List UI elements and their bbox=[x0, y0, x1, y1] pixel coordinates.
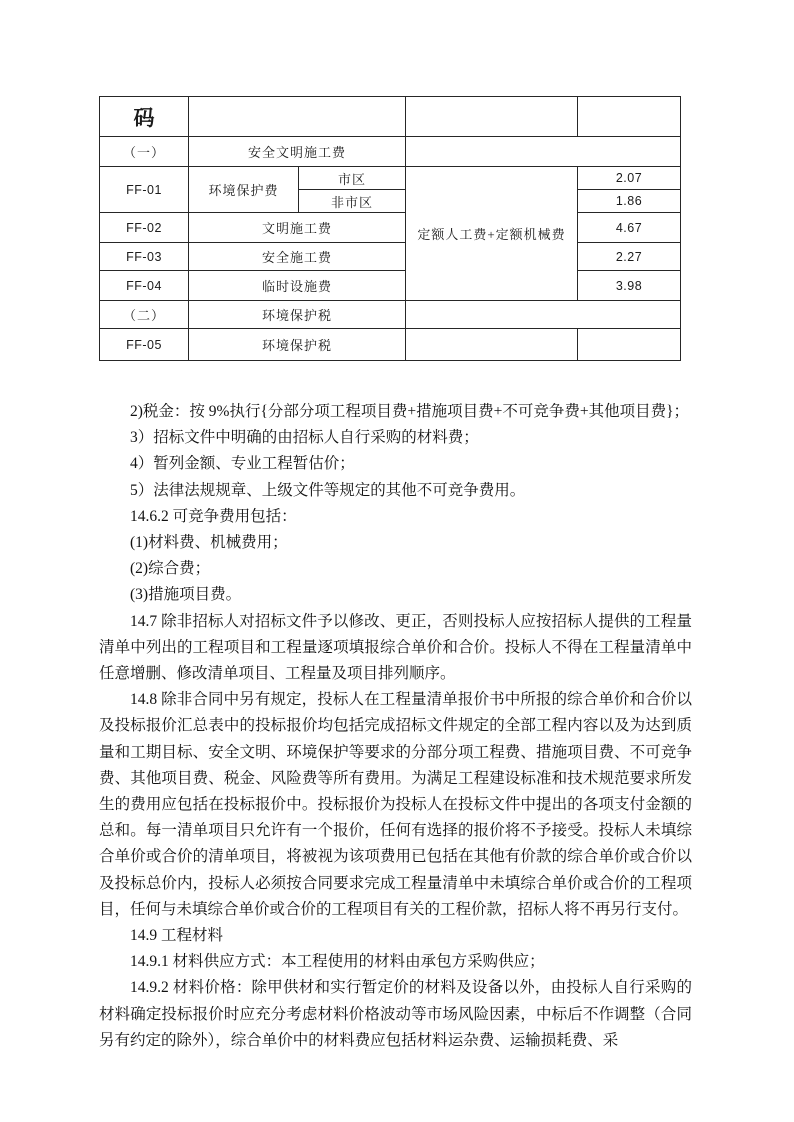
table-row-ff05 bbox=[100, 329, 681, 361]
fee-name-cell: 文明施工费 bbox=[189, 213, 406, 243]
paragraph-14-8: 14.8 除非合同中另有规定，投标人在工程量清单报价书中所报的综合单价和合价以及投标报价汇总表中的投标报价均包括完成招标文件规定的全部工程内容以及为达到质量和工期目标、安全文明、环境保护等要求的分部分项工程费、措施项目费、不可竞争费、其他项目费、税金、风险费等所有费用。为满足工程建设标准和技术规范要求所发生的费用应包括在投标报价中。投标报价为投标人在投标文件中提出的各项支付金额的总和。每一清单项目只允许有一个报价，任何有选择的报价将不予接受。投标人未填综合单价或合价的清单项目，将被视为该项费用已包括在其他有价款的综合单价或合价以及投标总价内，投标人必须按合同要求完成工程量清单中未填综合单价或合价的工程项目，任何与未填综合单价或合价的工程项目有关的工程价款，招标人将不再另行支付。 bbox=[99, 691, 692, 918]
paragraph-14-9-2: 14.9.2 材料价格：除甲供材和实行暂定价的材料及设备以外，由投标人自行采购的材料确定投标报价时应充分考虑材料价格波动等市场风险因素，中标后不作调整（合同另有约定的除外），综合单价中的材料费应包括材料运杂费、运输损耗费、采 bbox=[99, 979, 692, 1049]
section-code-cell: （二） bbox=[100, 301, 189, 329]
subcategory-cell-nonurban: 非市区 bbox=[299, 190, 406, 213]
rate-cell-ff03: 2.27 bbox=[578, 243, 681, 271]
table-row-section1 bbox=[100, 137, 681, 167]
code-cell-ff01: FF-01 bbox=[100, 167, 189, 213]
fee-name-cell: 环境保护税 bbox=[189, 301, 406, 329]
empty-cell bbox=[406, 329, 578, 361]
paragraph-item-4: 4）暂列金额、专业工程暂估价； bbox=[130, 455, 355, 473]
rate-cell-ff01-nonurban: 1.86 bbox=[578, 190, 681, 213]
paragraph-14-6-2: 14.6.2 可竞争费用包括： bbox=[130, 507, 297, 525]
fee-name-cell: 环境保护费 bbox=[189, 167, 299, 213]
table-row-ff04 bbox=[100, 271, 681, 301]
paragraph-item-1: (1)材料费、机械费用； bbox=[130, 534, 288, 552]
subcategory-cell-urban: 市区 bbox=[299, 167, 406, 190]
table-row-section2 bbox=[100, 301, 681, 329]
document-body bbox=[99, 399, 692, 1054]
paragraph-14-9-1: 14.9.1 材料供应方式：本工程使用的材料由承包方采购供应； bbox=[130, 953, 545, 971]
code-cell-ff03: FF-03 bbox=[100, 243, 189, 271]
paragraph-item-5: 5）法律法规规章、上级文件等规定的其他不可竞争费用。 bbox=[130, 481, 526, 499]
table-row-ff02 bbox=[100, 213, 681, 243]
table-row-ff03 bbox=[100, 243, 681, 271]
fee-name-cell: 安全施工费 bbox=[189, 243, 406, 271]
code-cell-ff02: FF-02 bbox=[100, 213, 189, 243]
paragraph-item-2: (2)综合费； bbox=[130, 560, 211, 578]
paragraph-tax-clause: 2)税金：按 9%执行{分部分项工程项目费+措施项目费+不可竞争费+其他项目费}； bbox=[130, 403, 690, 420]
empty-cell bbox=[406, 97, 578, 137]
paragraph-14-7: 14.7 除非招标人对招标文件予以修改、更正，否则投标人应按招标人提供的工程量清单中列出的工程项目和工程量逐项填报综合单价和合价。投标人不得在工程量清单中任意增删、修改清单项目、工程量及项目排列顺序。 bbox=[99, 612, 692, 683]
rate-cell-ff02: 4.67 bbox=[578, 213, 681, 243]
code-cell-ff04: FF-04 bbox=[100, 271, 189, 301]
rate-cell-ff01-urban: 2.07 bbox=[578, 167, 681, 190]
empty-cell bbox=[406, 137, 681, 167]
empty-cell bbox=[578, 329, 681, 361]
paragraph-14-9: 14.9 工程材料 bbox=[130, 927, 224, 945]
calc-basis-cell: 定额人工费+定额机械费 bbox=[406, 167, 578, 301]
fee-name-cell: 环境保护税 bbox=[189, 329, 406, 361]
fee-name-cell: 临时设施费 bbox=[189, 271, 406, 301]
paragraph-item-3: 3）招标文件中明确的由招标人自行采购的材料费； bbox=[130, 429, 479, 447]
empty-cell bbox=[189, 97, 406, 137]
table-row-header bbox=[100, 97, 681, 137]
paragraph-item-3b: (3)措施项目费。 bbox=[130, 586, 242, 604]
header-code-cell: 码 bbox=[100, 97, 189, 137]
fee-name-cell: 安全文明施工费 bbox=[189, 137, 406, 167]
code-cell-ff05: FF-05 bbox=[100, 329, 189, 361]
section-code-cell: （一） bbox=[100, 137, 189, 167]
rate-cell-ff04: 3.98 bbox=[578, 271, 681, 301]
table-row-ff01-urban bbox=[100, 167, 681, 190]
empty-cell bbox=[406, 301, 681, 329]
empty-cell bbox=[578, 97, 681, 137]
fee-table bbox=[99, 96, 681, 361]
